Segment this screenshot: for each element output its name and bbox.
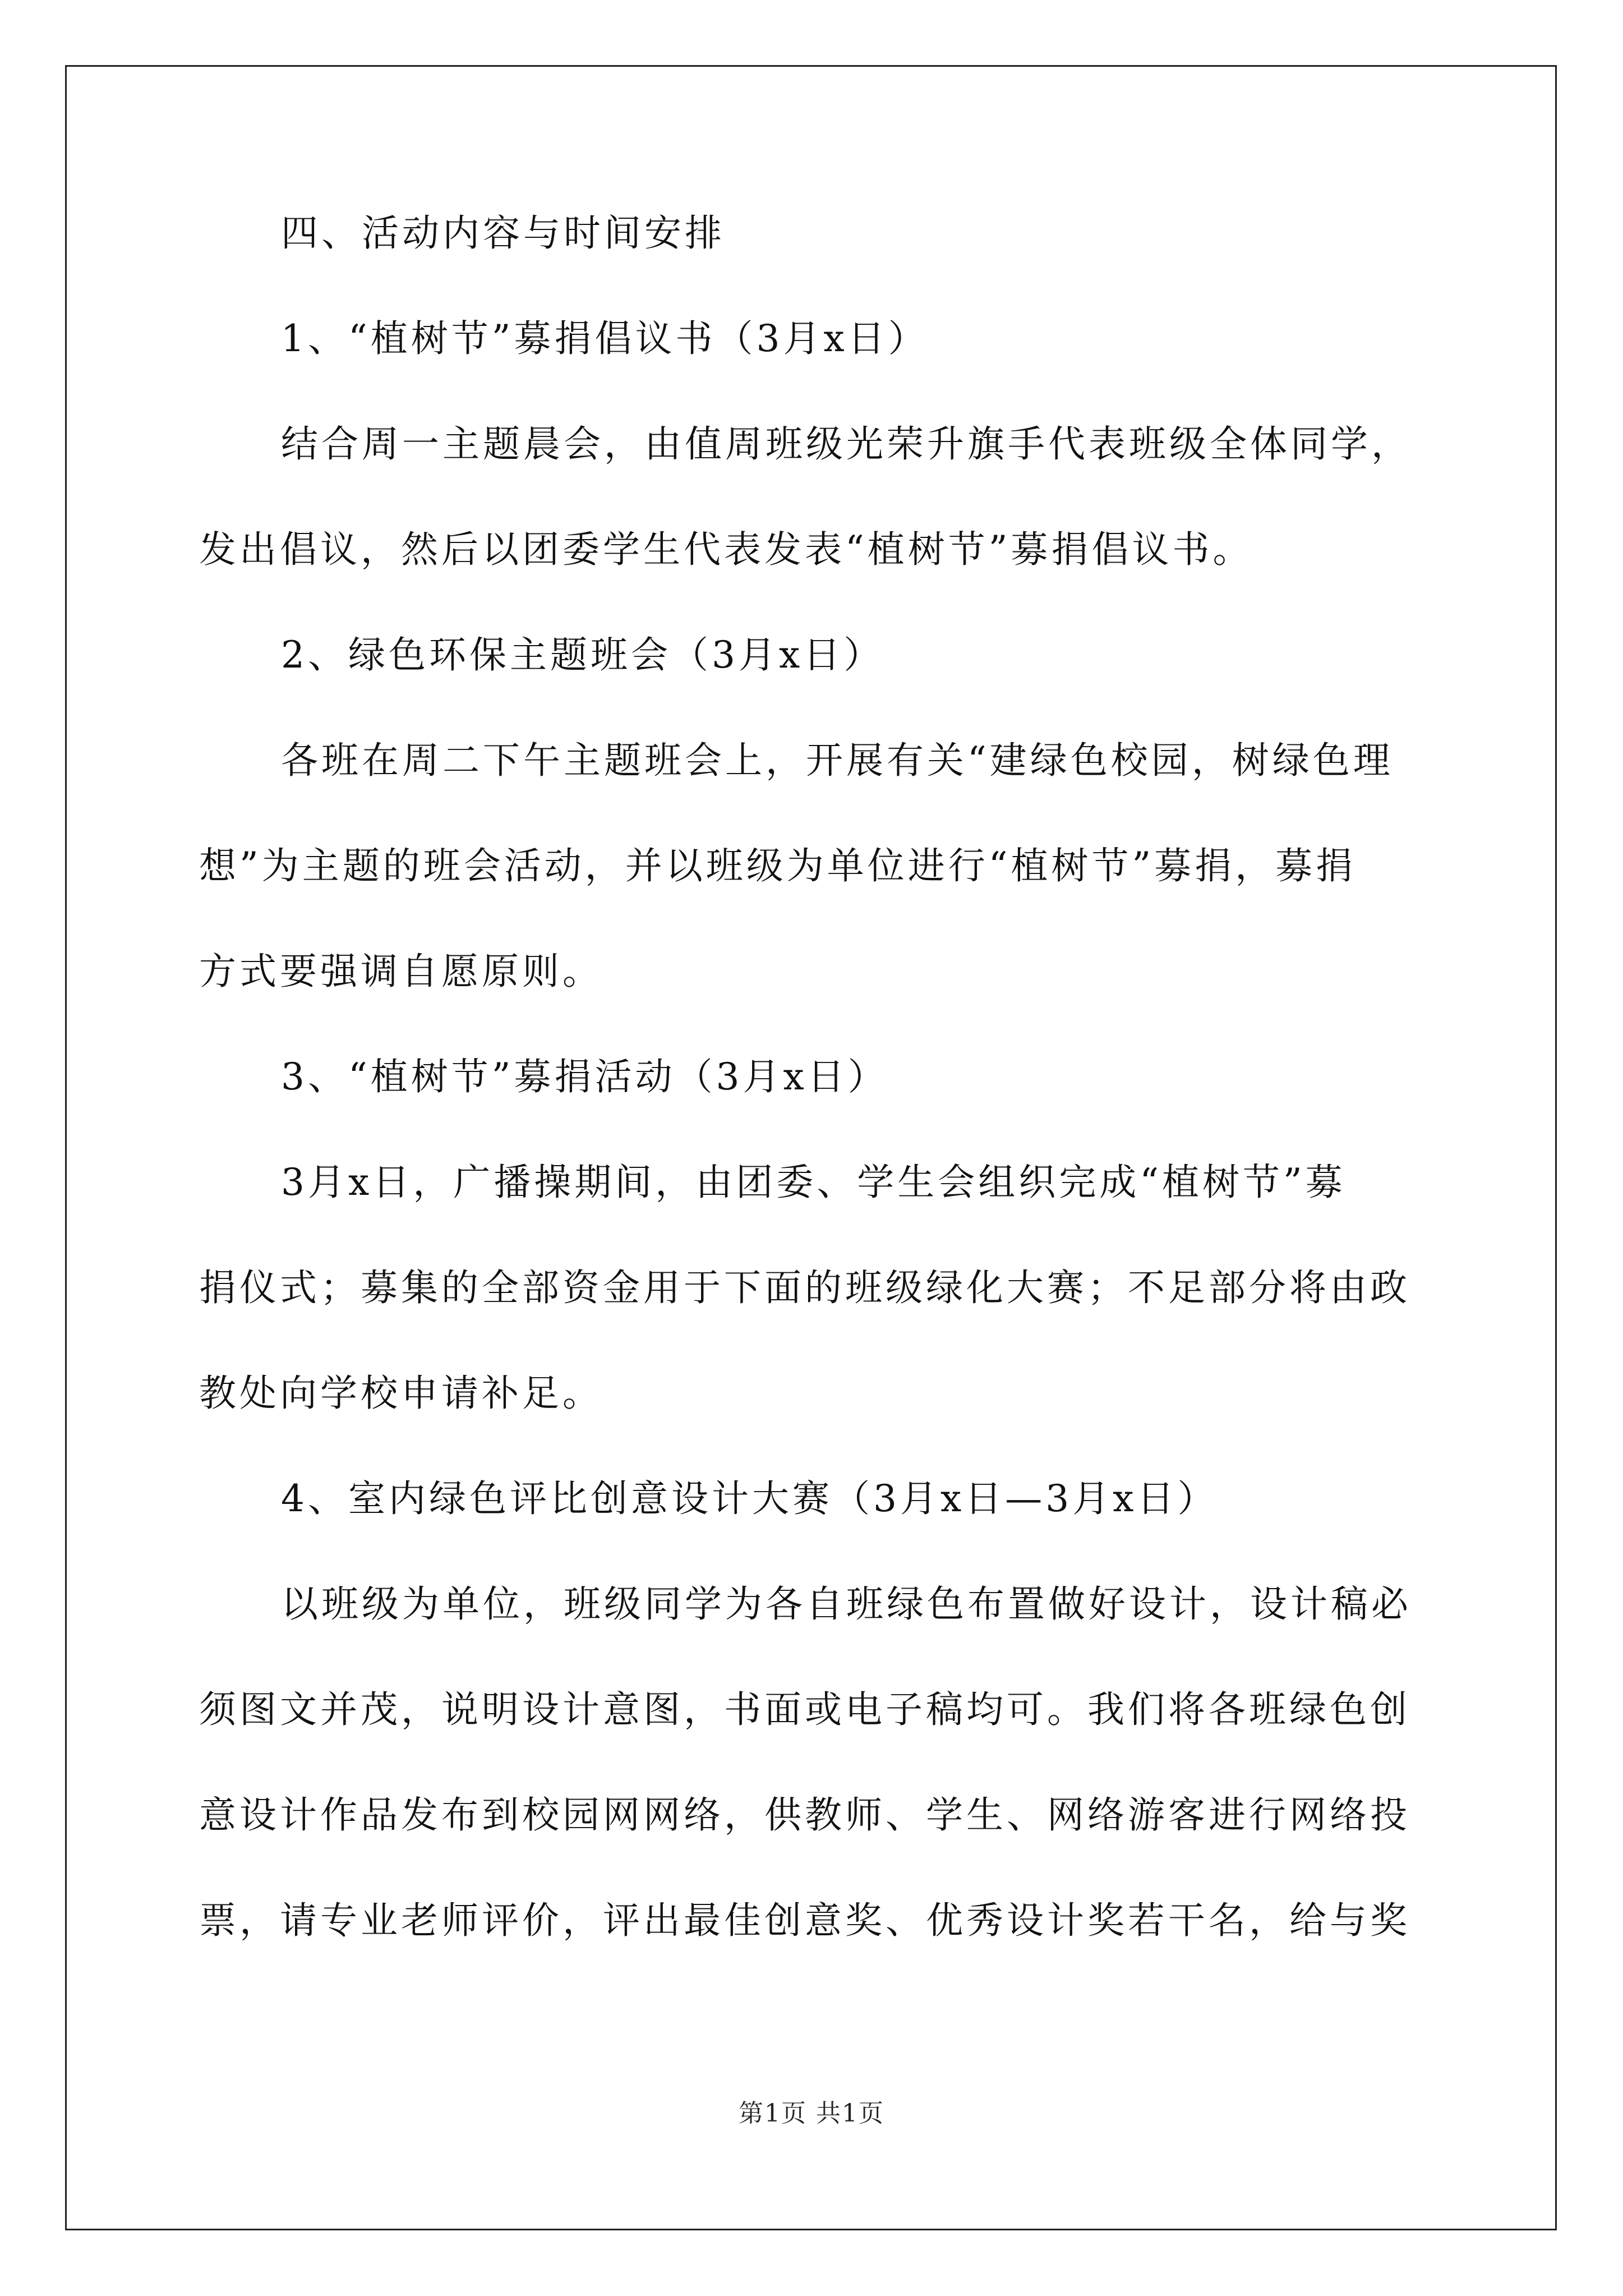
paragraph-line: 教处向学校申请补足。 (199, 1372, 603, 1415)
item-heading-1: 1、“植树节”募捐倡议书（3月x日） (281, 317, 929, 360)
paragraph-line: 发出倡议，然后以团委学生代表发表“植树节”募捐倡议书。 (199, 528, 1253, 571)
paragraph-line: 捐仪式；募集的全部资金用于下面的班级绿化大赛；不足部分将由政 (199, 1266, 1410, 1309)
paragraph-line: 3月x日，广播操期间，由团委、学生会组织完成“植树节”募 (281, 1161, 1346, 1204)
paragraph-line: 须图文并茂，说明设计意图，书面或电子稿均可。我们将各班绿色创 (199, 1688, 1410, 1731)
document-body (199, 208, 1427, 2000)
page-number-footer: 第1页 共1页 (739, 2099, 884, 2128)
paragraph-line: 结合周一主题晨会，由值周班级光荣升旗手代表班级全体同学， (281, 422, 1412, 466)
paragraph-line: 方式要强调自愿原则。 (199, 950, 603, 993)
paragraph-3 (199, 1157, 1427, 1419)
item-heading-3: 3、“植树节”募捐活动（3月x日） (281, 1055, 888, 1098)
paragraph-4 (199, 1579, 1427, 1947)
section-heading: 四、活动内容与时间安排 (281, 211, 725, 255)
paragraph-line: 票，请专业老师评价，评出最佳创意奖、优秀设计奖若干名，给与奖 (199, 1899, 1410, 1942)
paragraph-line: 以班级为单位，班级同学为各自班绿色布置做好设计，设计稿必 (281, 1582, 1412, 1626)
item-heading-4: 4、室内绿色评比创意设计大赛（3月x日—3月x日） (281, 1477, 1218, 1520)
paragraph-1 (199, 418, 1427, 576)
item-heading-2: 2、绿色环保主题班会（3月x日） (281, 633, 884, 677)
paragraph-line: 意设计作品发布到校园网网络，供教师、学生、网络游客进行网络投 (199, 1793, 1410, 1837)
paragraph-line: 各班在周二下午主题班会上，开展有关“建绿色校园，树绿色理 (281, 739, 1394, 782)
paragraph-2 (199, 735, 1427, 997)
paragraph-line: 想”为主题的班会活动，并以班级为单位进行“植树节”募捐，募捐 (199, 844, 1357, 887)
